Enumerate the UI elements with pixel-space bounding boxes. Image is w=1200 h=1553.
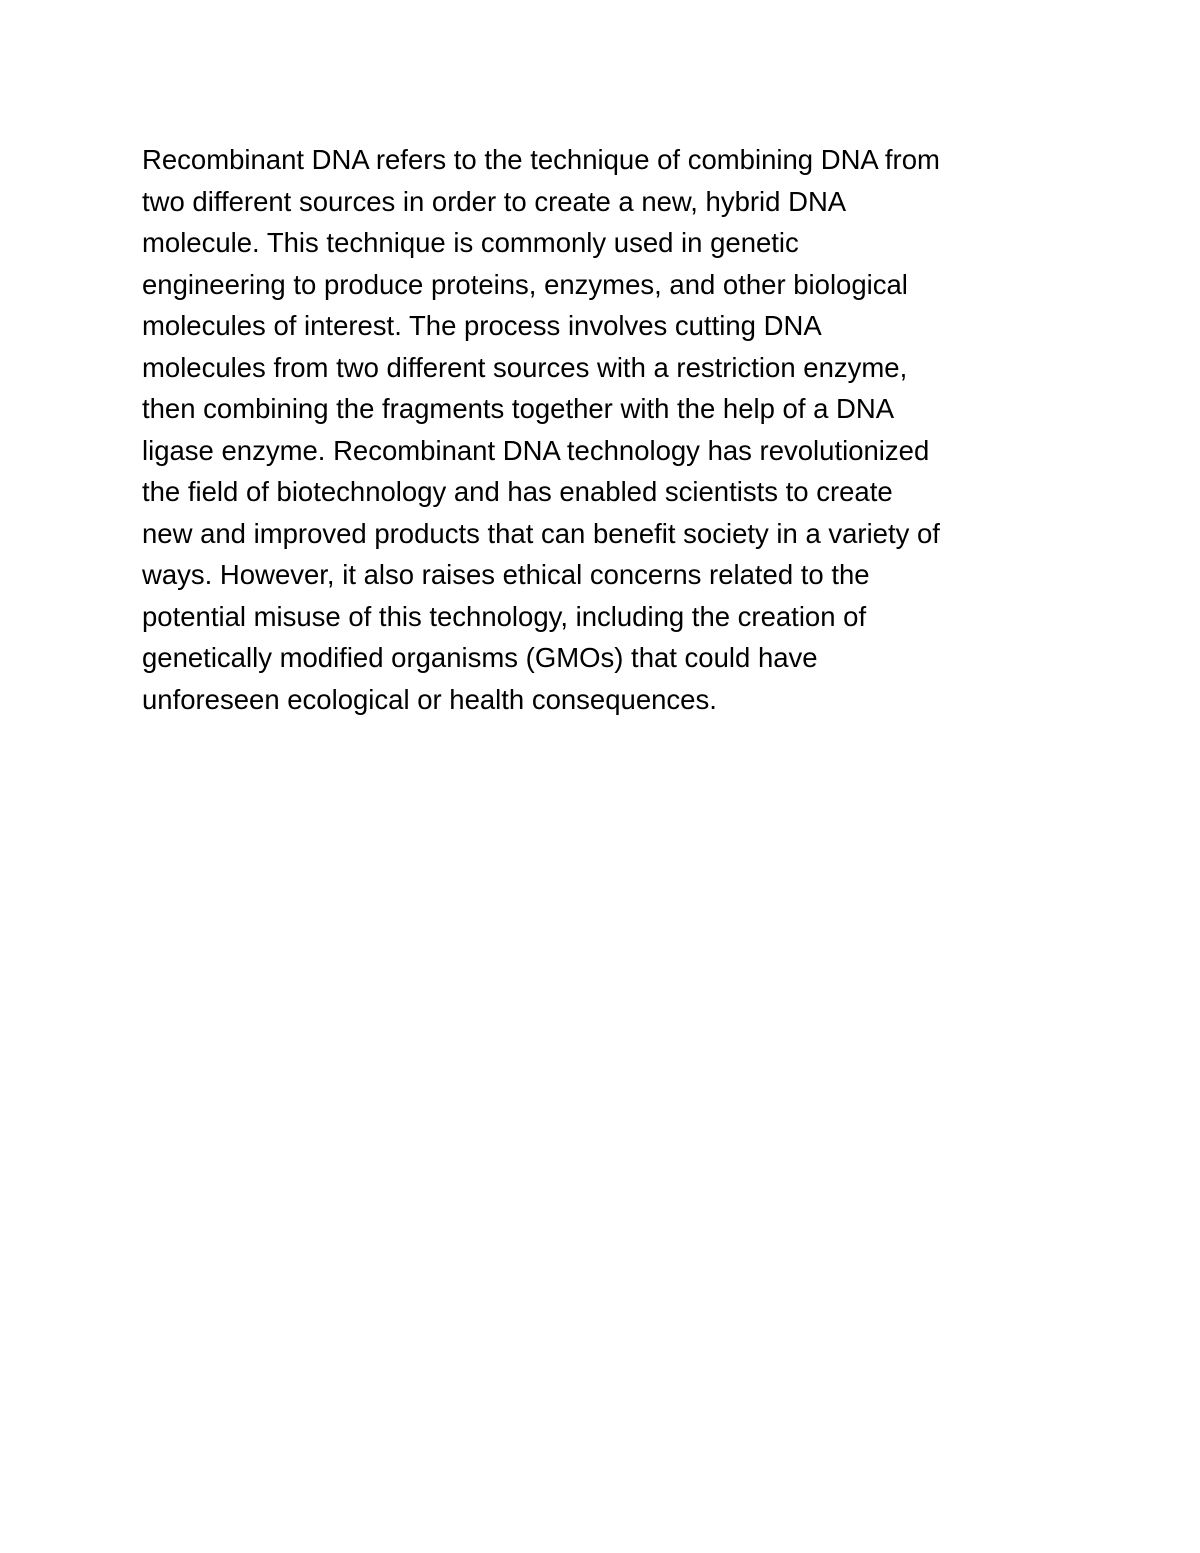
paragraph-line: then combining the fragments together with the help of a DNA <box>142 393 895 424</box>
paragraph-line: Recombinant DNA refers to the technique of combining DNA from <box>142 144 940 175</box>
paragraph-line: molecules from two different sources with a restriction enzyme, <box>142 351 908 383</box>
paragraph-line: unforeseen ecological or health consequences. <box>142 683 717 715</box>
paragraph-line: molecules of interest. The process involves cutting DNA <box>142 310 822 341</box>
paragraph-line: engineering to produce proteins, enzymes, and other biological <box>142 268 908 300</box>
paragraph-line: two different sources in order to create a new, hybrid DNA <box>142 185 847 217</box>
paragraph-line: molecule. This technique is commonly used in genetic <box>142 227 799 258</box>
paragraph-line: ways. However, it also raises ethical concerns related to the <box>142 559 870 590</box>
paragraph-line: the field of biotechnology and has enabled scientists to create <box>142 476 893 507</box>
body-paragraph <box>142 139 1072 720</box>
paragraph-line: new and improved products that can benefit society in a variety of <box>142 517 940 549</box>
paragraph-line: genetically modified organisms (GMOs) that could have <box>142 642 818 673</box>
paragraph-line: potential misuse of this technology, including the creation of <box>142 600 867 632</box>
paragraph-line: ligase enzyme. Recombinant DNA technology has revolutionized <box>142 434 930 466</box>
